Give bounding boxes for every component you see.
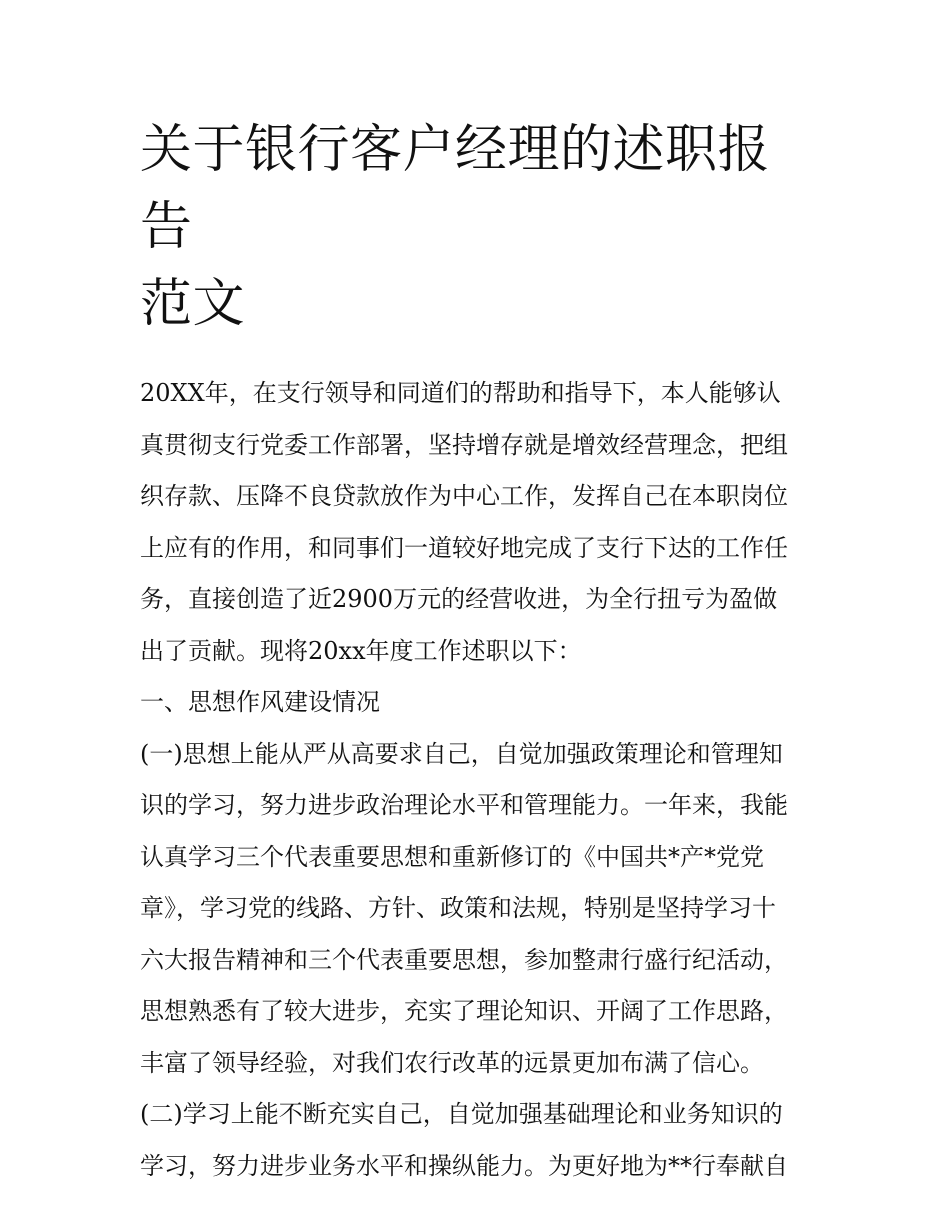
text-line: 20XX年，在支行领导和同道们的帮助和指导下，本人能够认 — [140, 379, 781, 407]
text-line: 务，直接创造了近2900万元的经营收进，为全行扭亏为盈做 — [140, 585, 778, 613]
text-line: 认真学习三个代表重要思想和重新修订的《中国共*产*党党 — [140, 842, 764, 871]
text-line: 思想熟悉有了较大进步，充实了理论知识、开阔了工作思路， — [140, 997, 788, 1025]
text-line: 识的学习，努力进步政治理论水平和管理能力。一年来，我能 — [140, 791, 788, 819]
text-line: 丰富了领导经验，对我们农行改革的远景更加布满了信心。 — [140, 1048, 764, 1077]
text-line: 出了贡献。现将20xx年度工作述职以下： — [140, 636, 582, 665]
text-line: 学习，努力进步业务水平和操纵能力。为更好地为**行奉献自 — [140, 1151, 788, 1180]
text-line: (一)思想上能从严从高要求自己，自觉加强政策理论和管理知 — [140, 739, 783, 768]
title-line-1: 关于银行客户经理的述职报告 — [140, 120, 771, 257]
title-line-2: 范文 — [140, 274, 246, 334]
text-line: 真贯彻支行党委工作部署，坚持增存就是增效经营理念，把组 — [140, 430, 788, 459]
text-line: (二)学习上能不断充实自己，自觉加强基础理论和业务知识的 — [140, 1100, 783, 1128]
document-content — [140, 112, 820, 1192]
text-line: 六大报告精神和三个代表重要思想，参加整肃行盛行纪活动， — [140, 945, 788, 974]
document-body — [140, 368, 820, 1192]
text-line: 织存款、压降不良贷款放作为中心工作，发挥自己在本职岗位 — [140, 482, 788, 510]
section-heading: 一、思想作风建设情况 — [140, 688, 380, 716]
document-title — [140, 112, 820, 343]
text-line: 章》，学习党的线路、方针、政策和法规，特别是坚持学习十 — [140, 894, 776, 922]
text-line: 上应有的作用，和同事们一道较好地完成了支行下达的工作任 — [140, 533, 788, 562]
